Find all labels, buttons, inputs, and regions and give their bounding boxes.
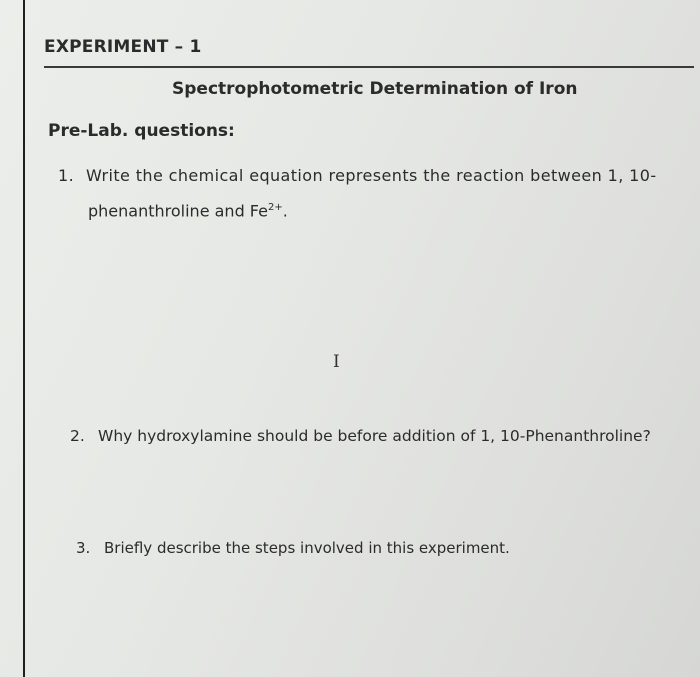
charge-superscript: 2+: [267, 202, 283, 213]
question-3: [76, 539, 510, 557]
question-2-number: 2.: [70, 427, 85, 445]
margin-line: [23, 0, 25, 677]
page-title: Spectrophotometric Determination of Iron: [172, 79, 578, 99]
question-1-line-2: phenanthroline and Fe: [88, 201, 268, 221]
question-3-text: Briefly describe the steps involved in this experiment.: [104, 539, 510, 557]
section-label: Pre-Lab. questions:: [48, 121, 235, 141]
question-1-number: 1.: [58, 166, 75, 185]
text-cursor-icon: I: [333, 352, 340, 372]
question-2-text: Why hydroxylamine should be before addition of 1, 10-Phenanthroline?: [98, 427, 651, 445]
question-1: [58, 160, 657, 227]
experiment-header: EXPERIMENT – 1: [44, 37, 202, 57]
question-2: [70, 427, 651, 445]
header-rule: [44, 66, 694, 68]
question-3-number: 3.: [76, 539, 91, 557]
question-1-line-1: Write the chemical equation represents the reaction between 1, 10-: [86, 166, 657, 185]
question-1-end: .: [282, 201, 288, 221]
